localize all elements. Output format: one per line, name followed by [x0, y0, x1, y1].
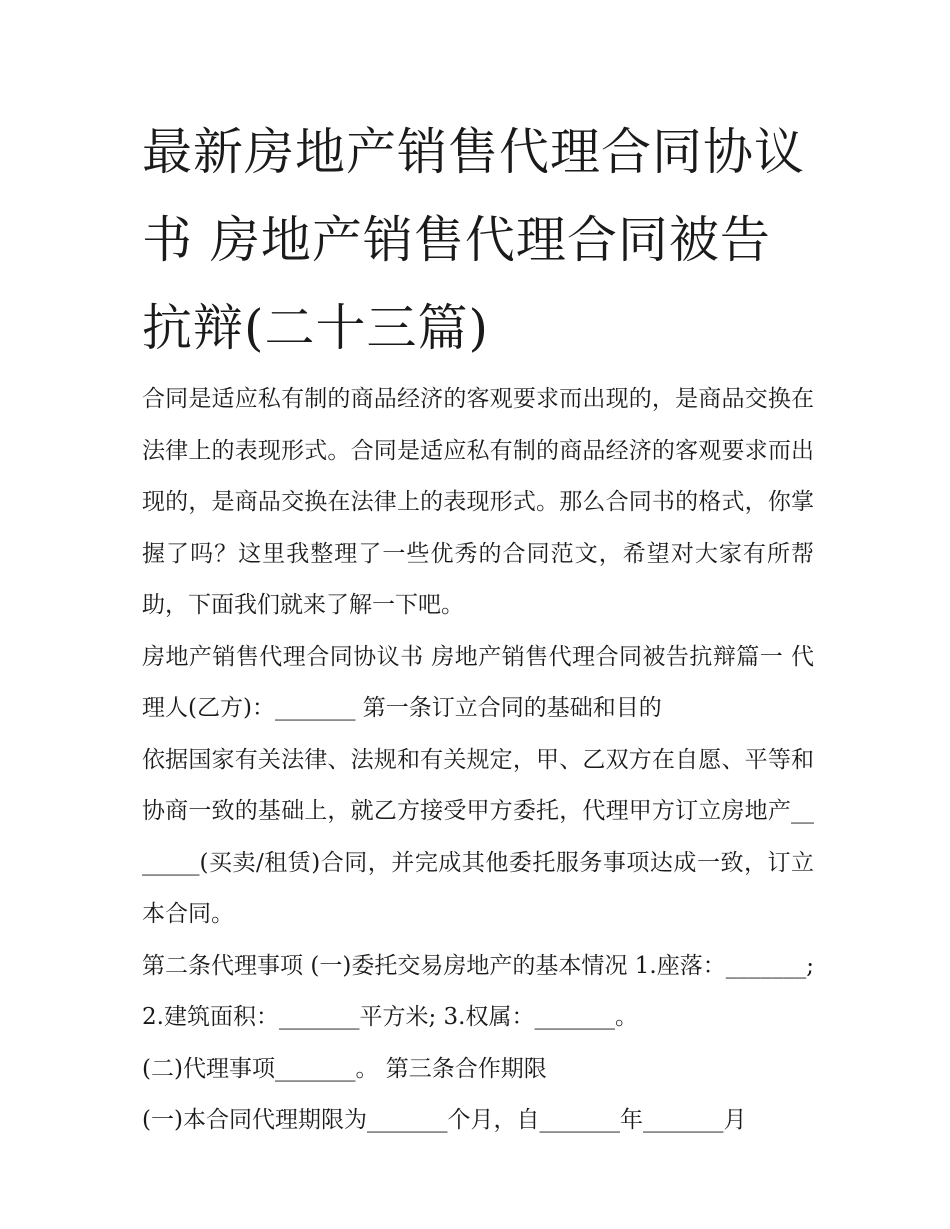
- paragraph-article-3: (二)代理事项_______。 第三条合作期限: [142, 1055, 547, 1082]
- paragraph-basis: 依据国家有关法律、法规和有关规定，甲、乙双方在自愿、平等和协商一致的基础上，就乙方接受甲方委托，代理甲方订立房地产_______(买卖/租赁)合同，并完成其他委托服务事项达成一致，订立本合同。: [142, 746, 814, 927]
- paragraph-article-2: 第二条代理事项 (一)委托交易房地产的基本情况 1.座落：_______; 2.建筑面积：_______平方米; 3.权属：_______。: [142, 952, 814, 1030]
- paragraph-term: (一)本合同代理期限为_______个月，自_______年_______月: [142, 1107, 747, 1133]
- paragraph-intro: 合同是适应私有制的商品经济的客观要求而出现的，是商品交换在法律上的表现形式。合同是适应私有制的商品经济的客观要求而出现的，是商品交换在法律上的表现形式。那么合同书的格式，你掌握了吗？这里我整理了一些优秀的合同范文，希望对大家有所帮助，下面我们就来了解一下吧。: [142, 386, 814, 618]
- paragraph-heading: 房地产销售代理合同协议书 房地产销售代理合同被告抗辩篇一 代理人(乙方)：_______ 第一条订立合同的基础和目的: [142, 643, 814, 721]
- document-page: [142, 108, 814, 1147]
- document-title: 最新房地产销售代理合同协议书 房地产销售代理合同被告抗辩(二十三篇): [142, 123, 805, 357]
